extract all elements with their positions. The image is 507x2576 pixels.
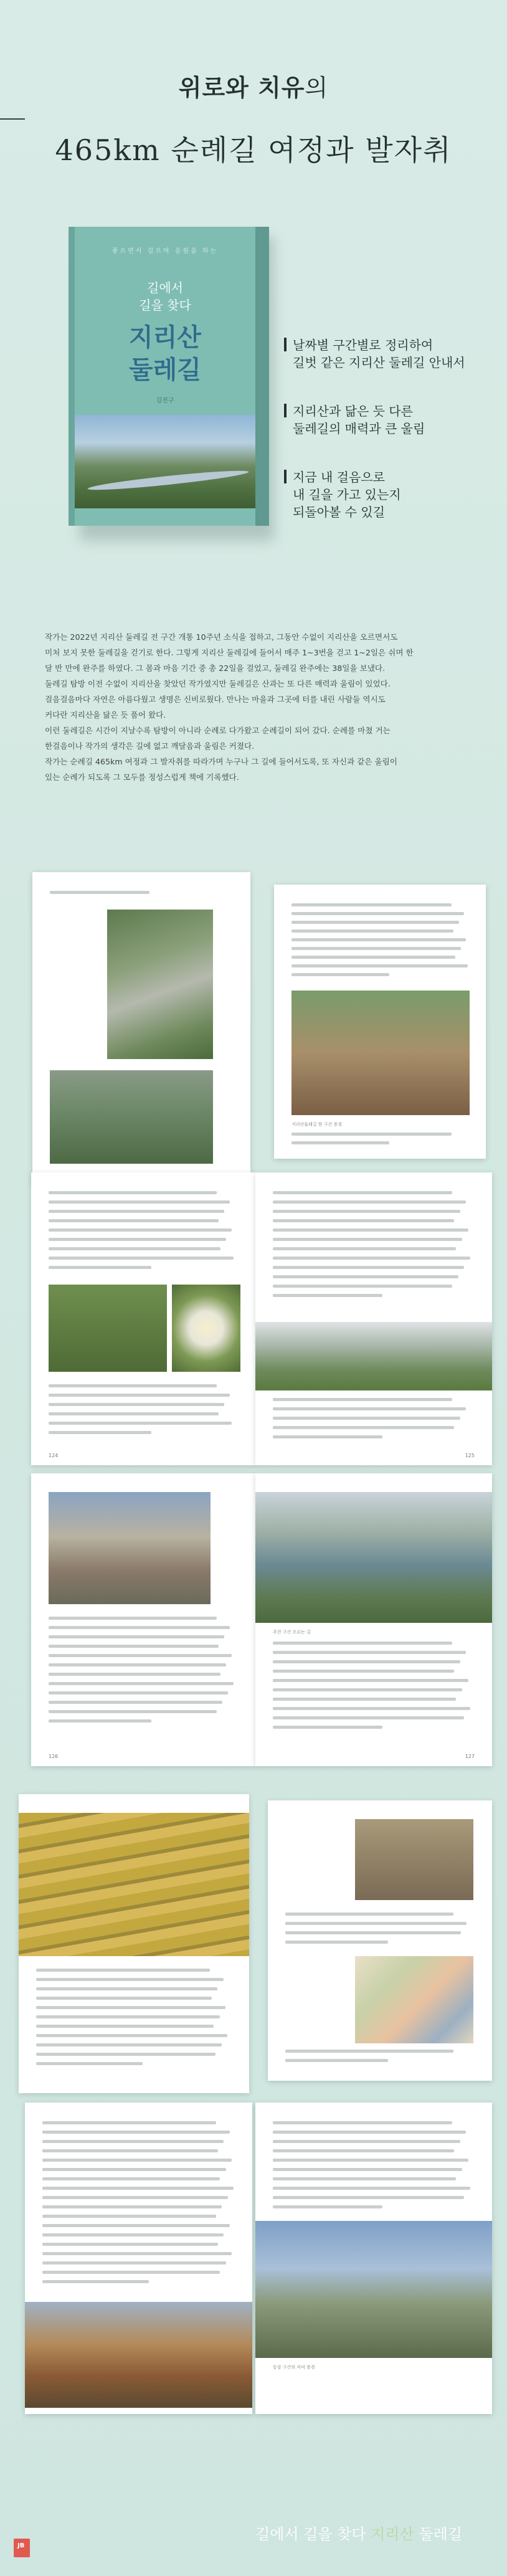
feature-1-line2: 길벗 같은 지리산 둘레길 안내서 — [293, 355, 465, 370]
feature-marker — [284, 338, 287, 351]
intro-line: 미처 보지 못한 둘레길을 걷기로 한다. 그렇게 지리산 둘레길에 들어서 매주 1~3번을 걷고 1~2일은 쉬며 한 — [45, 648, 414, 657]
book-title-line3: 지리산 — [129, 323, 201, 352]
page-body-text-line — [49, 1431, 151, 1434]
page-photo-rice-field — [19, 1813, 249, 1956]
page-body-text-line — [273, 2187, 470, 2190]
page-body-text-line — [273, 2131, 466, 2134]
feature-3-line2: 내 길을 가고 있는지 — [293, 487, 401, 502]
page-caption: 지리산둘레길 한 구간 풍경 — [291, 1122, 343, 1127]
page-body-text-line — [291, 973, 389, 976]
page-body-text-line — [291, 921, 459, 924]
page-body-text-line — [36, 2025, 214, 2028]
page-body-text-line — [49, 1645, 219, 1648]
page-body-text-line — [273, 1426, 454, 1429]
page-body-text-line — [273, 2196, 464, 2199]
sample-page-6 — [255, 1473, 492, 1766]
sample-page-5 — [31, 1473, 255, 1766]
feature-1-line1: 날짜별 구간별로 정리하여 — [293, 338, 434, 353]
page-body-text-line — [273, 1679, 468, 1682]
footer-title — [255, 2522, 462, 2544]
page-body-text-line — [36, 1997, 212, 2000]
page-body-text-line — [273, 2168, 462, 2171]
page-body-text-line — [42, 2271, 220, 2274]
page-body-text-line — [273, 1229, 468, 1232]
page-body-text-line — [36, 2062, 143, 2065]
page-number: 126 — [49, 1754, 59, 1759]
page-body-text-line — [273, 1707, 470, 1710]
page-body-text-line — [42, 2233, 224, 2236]
page-body-text-line — [273, 1200, 466, 1204]
page-body-text-line — [273, 1238, 462, 1241]
intro-text — [45, 629, 462, 785]
footer-highlight: 지리산 — [371, 2526, 419, 2543]
intro-line: 걸음걸음마다 자연은 아름다웠고 생명은 신비로웠다. 만나는 마을과 그곳에 터를 내린 사람들 역시도 — [45, 695, 386, 704]
page-body-text-line — [273, 1716, 464, 1719]
page-body-text-line — [49, 1635, 224, 1638]
feature-marker — [284, 470, 287, 483]
publisher-logo — [14, 2539, 30, 2557]
page-body-text-line — [36, 1969, 210, 1972]
sample-page-2 — [274, 885, 486, 1159]
sample-page-3 — [31, 1172, 255, 1465]
page-body-text-line — [49, 1229, 232, 1232]
book-title-line2: 길을 찾다 — [139, 298, 191, 313]
page-body-text-line — [285, 2050, 453, 2053]
page-body-text-line — [291, 1133, 452, 1136]
page-body-text-line — [49, 1219, 219, 1222]
feature-marker — [284, 404, 287, 417]
headline-line2: 465km 순례길 여정과 발자취 — [55, 133, 452, 167]
page-body-text-line — [49, 1200, 230, 1204]
page-body-text-line — [49, 1384, 217, 1387]
page-body-text-line — [291, 903, 452, 906]
headline-line1 — [0, 69, 507, 103]
page-body-text-line — [49, 1412, 219, 1415]
page-number: 125 — [465, 1453, 475, 1458]
page-body-text-line — [285, 1913, 453, 1916]
page-body-text-line — [291, 912, 464, 915]
page-body-text-line — [273, 2205, 382, 2208]
page-body-text-line — [273, 1688, 462, 1691]
sample-page-8 — [268, 1800, 492, 2081]
intro-line: 둘레길 탐방 이전 수없이 지리산을 찾았던 작가였지만 둘레길은 산과는 또 다른 매력과 울림이 있었다. — [45, 679, 391, 688]
page-body-text-line — [273, 1398, 452, 1401]
page-body-text-line — [291, 938, 466, 941]
page-body-text-line — [273, 2140, 460, 2143]
page-body-text-line — [285, 1941, 388, 1944]
page-body-text-line — [36, 2043, 222, 2046]
page-body-text-line — [273, 1698, 456, 1701]
intro-line: 작가는 2022년 지리산 둘레길 전 구간 개통 10주년 소식을 접하고, 그동안 수없이 지리산을 오르면서도 — [45, 632, 398, 642]
publisher-logo-text: JB — [17, 2542, 25, 2549]
page-body-text-line — [273, 1210, 460, 1213]
header-accent-bar — [0, 118, 25, 120]
page-body-text-line — [36, 2053, 216, 2056]
page-body-text-line — [49, 1191, 217, 1194]
book-cover — [69, 227, 255, 526]
feature-2-line2: 둘레길의 매력과 큰 울림 — [293, 421, 425, 436]
page-photo-person — [355, 1819, 473, 1900]
page-number: 127 — [465, 1754, 475, 1759]
sample-page-1 — [32, 872, 250, 1184]
page-body-text-line — [42, 2140, 224, 2143]
sample-page-4 — [255, 1172, 492, 1465]
page-body-text-line — [291, 964, 468, 967]
page-body-text-line — [273, 1407, 466, 1410]
feature-2-line1: 지리산과 닮은 듯 다른 — [293, 404, 413, 419]
page-body-text-line — [49, 1701, 222, 1704]
page-body-text-line — [49, 1403, 224, 1406]
page-number: 124 — [49, 1453, 59, 1458]
intro-line: 커다란 지리산을 닮은 듯 품어 왔다. — [45, 710, 166, 720]
page-body-text-line — [285, 2059, 388, 2062]
page-body-text-line — [291, 947, 461, 950]
feature-3 — [293, 468, 492, 521]
page-body-text-line — [49, 1691, 228, 1694]
page-body-text-line — [49, 1247, 220, 1250]
page-photo-autumn-hills — [25, 2302, 252, 2408]
page-body-text-line — [49, 1719, 151, 1723]
footer-main: 길에서 길을 찾다 — [255, 2526, 371, 2543]
page-photo-daisy — [172, 1285, 240, 1372]
headline-bold: 위로와 치유 — [178, 74, 305, 102]
book-spine — [255, 227, 269, 526]
page-body-text-line — [49, 1617, 217, 1620]
intro-line: 달 반 만에 완주를 하였다. 그 몸과 마음 기간 중 총 22일을 걸었고, 둘레길 완주에는 38일을 보냈다. — [45, 663, 386, 673]
page-body-text-line — [273, 1417, 460, 1420]
page-body-text-line — [49, 1394, 230, 1397]
feature-1 — [293, 336, 492, 371]
sample-page-9 — [25, 2103, 252, 2414]
page-body-text-line — [36, 1987, 217, 1990]
page-body-text-line — [42, 2224, 230, 2227]
page-caption: 동강 구간의 저녁 풍경 — [273, 2365, 315, 2370]
page-body-text-line — [42, 2187, 234, 2190]
page-body-text-line — [273, 1275, 458, 1278]
headline-suffix: 의 — [305, 74, 329, 102]
page-body-text-line — [42, 2261, 226, 2265]
book-tagline: 좋으면서 걸으며 응원을 하는 — [111, 248, 219, 255]
page-photo-stream — [50, 1070, 213, 1164]
feature-3-line3: 되돌아볼 수 있길 — [293, 505, 385, 520]
page-body-text-line — [36, 2015, 220, 2018]
page-body-text-line — [42, 2121, 216, 2124]
page-body-text-line — [42, 2159, 232, 2162]
page-body-text-line — [273, 1285, 452, 1288]
page-body-text-line — [273, 1726, 382, 1729]
page-body-text-line — [285, 1931, 461, 1934]
page-body-text-line — [49, 1422, 232, 1425]
page-body-text-line — [273, 1257, 470, 1260]
page-body-text-line — [36, 1978, 224, 1981]
page-body-text-line — [36, 2034, 227, 2037]
intro-line: 작가는 순례길 465km 여정과 그 발자취를 따라가며 누구나 그 길에 들어서도록, 또 자신과 같은 울림이 — [45, 757, 397, 766]
page-body-text-line — [273, 1435, 382, 1438]
page-body-text-line — [273, 1219, 454, 1222]
page-photo-forest-path — [49, 1285, 167, 1372]
page-body-text-line — [42, 2280, 149, 2283]
page-body-text-line — [50, 891, 149, 894]
intro-line: 이런 둘레길은 시간이 지날수록 탐방이 아니라 순례로 다가왔고 순례길이 되어 갔다. 순례를 마쳤 거는 — [45, 726, 391, 735]
page-body-text-line — [273, 2149, 454, 2152]
page-body-text-line — [49, 1663, 226, 1666]
page-body-text-line — [49, 1266, 151, 1269]
page-photo-meadow — [255, 1322, 492, 1390]
page-body-text-line — [285, 1922, 467, 1925]
page-body-text-line — [273, 2159, 468, 2162]
page-body-text-line — [273, 1266, 464, 1269]
page-body-text-line — [49, 1257, 234, 1260]
intro-line: 한걸음이나 작가의 생각은 길에 없고 깨달음과 울림은 커졌다. — [45, 741, 255, 751]
page-photo-village — [49, 1492, 211, 1604]
page-caption: 주천 구간 오르는 길 — [273, 1630, 311, 1635]
page-body-text-line — [273, 2121, 452, 2124]
page-body-text-line — [42, 2252, 232, 2255]
page-body-text-line — [49, 1210, 224, 1213]
page-body-text-line — [36, 2006, 225, 2009]
page-body-text-line — [49, 1673, 220, 1676]
page-body-text-line — [273, 1247, 456, 1250]
page-body-text-line — [273, 1191, 452, 1194]
page-body-text-line — [42, 2149, 218, 2152]
feature-3-line1: 지금 내 걸음으로 — [293, 470, 385, 485]
page-body-text-line — [291, 1141, 389, 1144]
sample-page-7 — [19, 1794, 249, 2093]
sample-page-10 — [255, 2103, 492, 2414]
page-body-text-line — [42, 2177, 220, 2180]
book-title-line4: 둘레길 — [129, 355, 201, 384]
page-body-text-line — [273, 2177, 456, 2180]
page-photo-mural — [355, 1956, 473, 2043]
page-body-text-line — [273, 1670, 454, 1673]
page-body-text-line — [42, 2196, 228, 2199]
page-body-text-line — [291, 929, 453, 933]
page-body-text-line — [49, 1238, 226, 1241]
page-body-text-line — [49, 1682, 234, 1685]
page-body-text-line — [49, 1654, 232, 1657]
page-photo-mailbox — [291, 991, 470, 1115]
page-body-text-line — [273, 1642, 452, 1645]
page-body-text-line — [42, 2168, 226, 2171]
page-body-text-line — [42, 2205, 222, 2208]
page-body-text-line — [273, 1651, 466, 1654]
book-title-line1: 길에서 — [147, 280, 183, 295]
page-body-text-line — [273, 1660, 460, 1663]
book-author: 김진구 — [156, 397, 174, 404]
footer-tail: 둘레길 — [419, 2526, 462, 2543]
feature-2 — [293, 402, 492, 437]
page-body-text-line — [49, 1710, 217, 1713]
page-body-text-line — [291, 956, 455, 959]
intro-line: 있는 순례가 되도록 그 모두를 정성스럽게 책에 기록했다. — [45, 772, 239, 782]
book-cover-photo — [75, 415, 255, 508]
page-body-text-line — [273, 1294, 382, 1297]
page-body-text-line — [42, 2215, 216, 2218]
page-photo-store — [255, 2221, 492, 2358]
page-photo-waterfall — [107, 910, 213, 1059]
page-body-text-line — [42, 2131, 230, 2134]
page-photo-river — [255, 1492, 492, 1623]
page-body-text-line — [42, 2243, 218, 2246]
page-body-text-line — [49, 1626, 230, 1629]
